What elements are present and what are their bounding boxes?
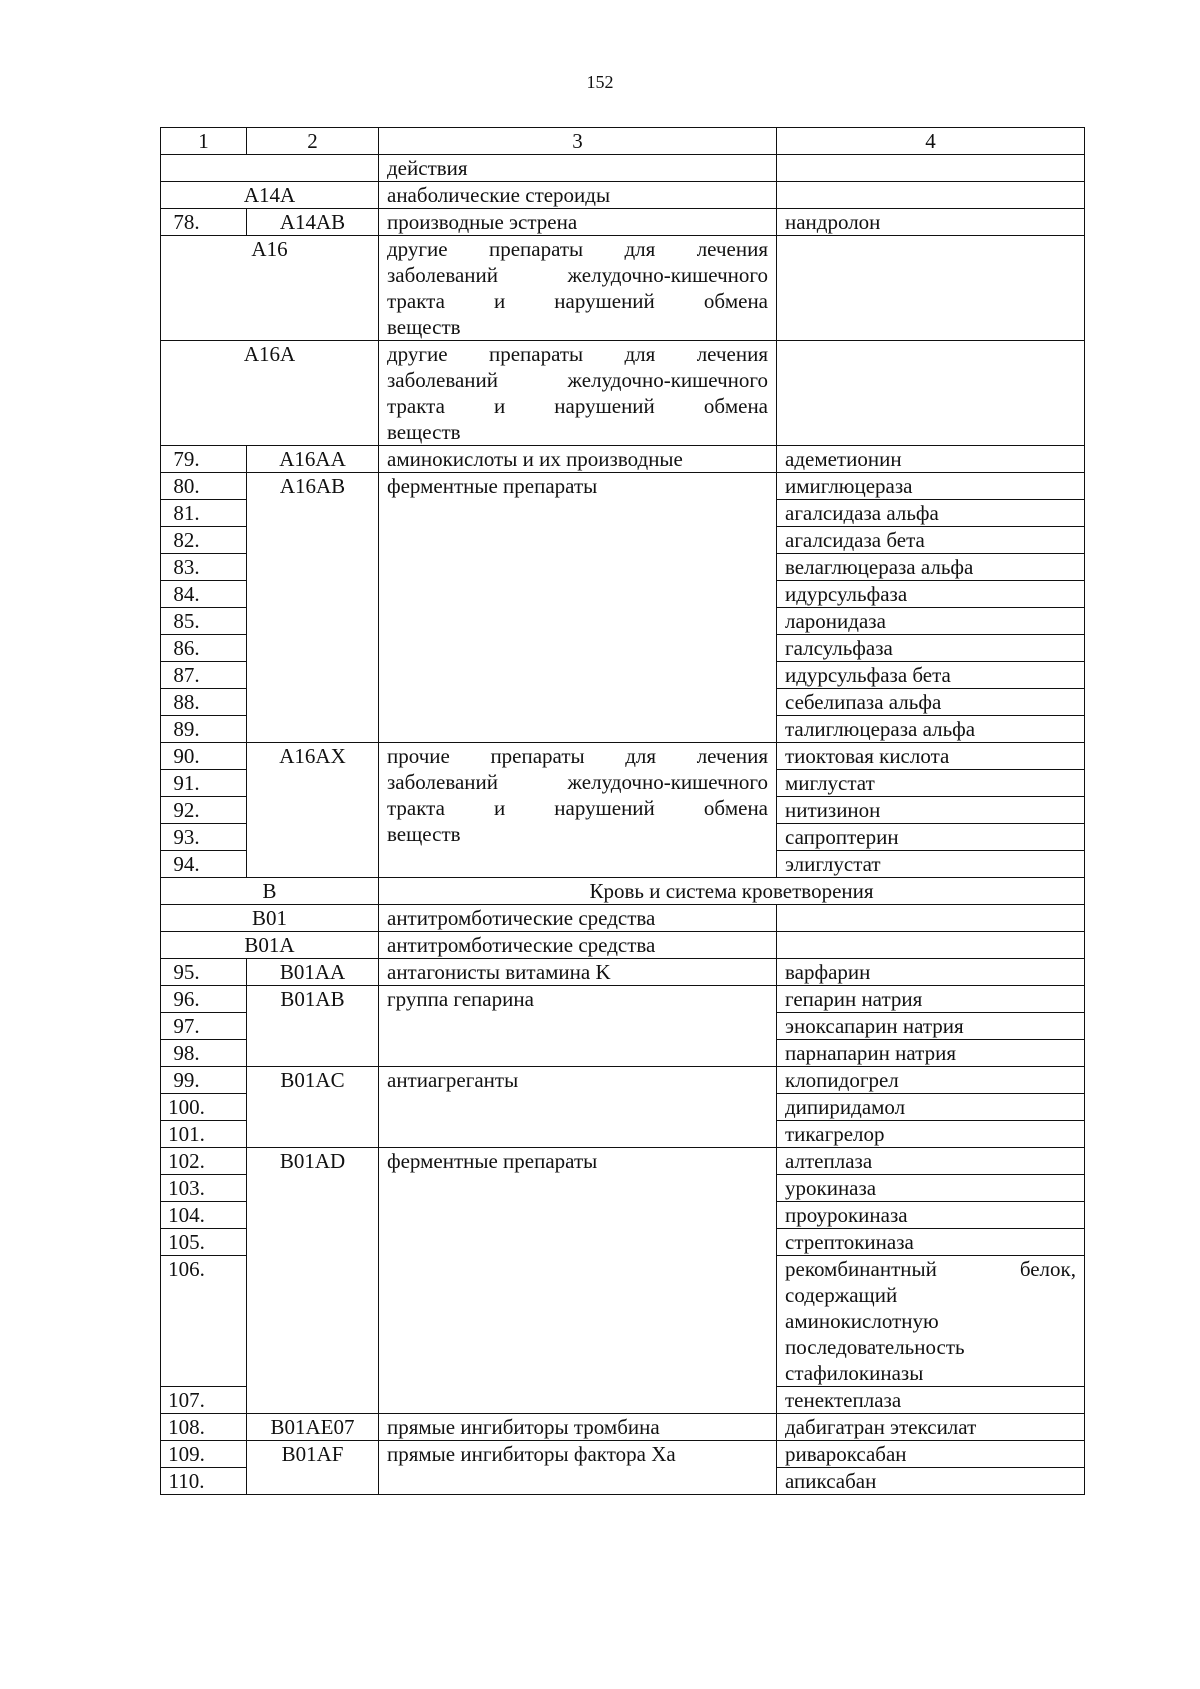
row-number: 90. bbox=[161, 743, 247, 770]
drug-cell: агалсидаза альфа bbox=[777, 500, 1085, 527]
row-number: 78. bbox=[161, 209, 247, 236]
group-cell bbox=[379, 341, 777, 446]
row-number: 95. bbox=[161, 959, 247, 986]
table-row bbox=[161, 932, 1085, 959]
drug-cell: талиглюцераза альфа bbox=[777, 716, 1085, 743]
row-number: 100. bbox=[161, 1094, 247, 1121]
drug-line: последовательность bbox=[785, 1335, 965, 1359]
header-col-2: 2 bbox=[247, 128, 379, 155]
table-row bbox=[161, 905, 1085, 932]
drug-cell: дипиридамол bbox=[777, 1094, 1085, 1121]
code-cell: B01AA bbox=[247, 959, 379, 986]
drug-cell: миглустат bbox=[777, 770, 1085, 797]
row-number: 81. bbox=[161, 500, 247, 527]
row-number: 88. bbox=[161, 689, 247, 716]
code-cell: A14AB bbox=[247, 209, 379, 236]
drug-cell: адеметионин bbox=[777, 446, 1085, 473]
group-cell: прямые ингибиторы фактора Xa bbox=[379, 1441, 777, 1495]
drug-line: аминокислотную bbox=[785, 1309, 939, 1333]
drug-cell: урокиназа bbox=[777, 1175, 1085, 1202]
group-line: заболеваний желудочно-кишечного bbox=[387, 770, 768, 794]
row-number: 83. bbox=[161, 554, 247, 581]
group-line: заболеваний желудочно-кишечного bbox=[387, 263, 768, 287]
row-number: 96. bbox=[161, 986, 247, 1013]
group-line: веществ bbox=[387, 315, 461, 339]
drug-cell: нитизинон bbox=[777, 797, 1085, 824]
row-number: 84. bbox=[161, 581, 247, 608]
row-number: 110. bbox=[161, 1468, 247, 1495]
group-line: другие препараты для лечения bbox=[387, 342, 768, 366]
group-line: веществ bbox=[387, 420, 461, 444]
group-cell: аминокислоты и их производные bbox=[379, 446, 777, 473]
drug-cell: ривароксабан bbox=[777, 1441, 1085, 1468]
section-title: Кровь и система кроветворения bbox=[379, 878, 1085, 905]
group-cell: антитромботические средства bbox=[379, 905, 777, 932]
drug-cell: тенектеплаза bbox=[777, 1387, 1085, 1414]
code-cell: B01A bbox=[161, 932, 379, 959]
group-cell bbox=[379, 743, 777, 878]
table-row bbox=[161, 1148, 1085, 1175]
row-number: 107. bbox=[161, 1387, 247, 1414]
row-number: 79. bbox=[161, 446, 247, 473]
group-cell: антагонисты витамина K bbox=[379, 959, 777, 986]
header-col-1: 1 bbox=[161, 128, 247, 155]
row-number: 99. bbox=[161, 1067, 247, 1094]
drug-cell: клопидогрел bbox=[777, 1067, 1085, 1094]
code-cell: A16AX bbox=[247, 743, 379, 878]
table-row bbox=[161, 1414, 1085, 1441]
drug-cell: тиоктовая кислота bbox=[777, 743, 1085, 770]
group-cell: антиагреганты bbox=[379, 1067, 777, 1148]
drug-cell: сапроптерин bbox=[777, 824, 1085, 851]
drug-cell bbox=[777, 236, 1085, 341]
row-number: 80. bbox=[161, 473, 247, 500]
group-cell: анаболические стероиды bbox=[379, 182, 777, 209]
table-row bbox=[161, 473, 1085, 500]
drug-cell: парнапарин натрия bbox=[777, 1040, 1085, 1067]
code-cell: B01AE07 bbox=[247, 1414, 379, 1441]
row-number: 108. bbox=[161, 1414, 247, 1441]
table-row bbox=[161, 236, 1085, 341]
drug-cell: эноксапарин натрия bbox=[777, 1013, 1085, 1040]
table-row bbox=[161, 446, 1085, 473]
row-number: 101. bbox=[161, 1121, 247, 1148]
drug-cell bbox=[777, 182, 1085, 209]
drug-cell: идурсульфаза бета bbox=[777, 662, 1085, 689]
code-cell: B01 bbox=[161, 905, 379, 932]
row-number: 82. bbox=[161, 527, 247, 554]
drug-cell: велаглюцераза альфа bbox=[777, 554, 1085, 581]
group-cell bbox=[379, 236, 777, 341]
drug-cell bbox=[777, 1256, 1085, 1387]
drug-cell: элиглустат bbox=[777, 851, 1085, 878]
drug-cell: идурсульфаза bbox=[777, 581, 1085, 608]
group-line: тракта и нарушений обмена bbox=[387, 289, 768, 313]
code-cell: A16A bbox=[161, 341, 379, 446]
row-number: 89. bbox=[161, 716, 247, 743]
drug-cell: апиксабан bbox=[777, 1468, 1085, 1495]
table-row bbox=[161, 341, 1085, 446]
row-number: 103. bbox=[161, 1175, 247, 1202]
row-number: 105. bbox=[161, 1229, 247, 1256]
table-row bbox=[161, 1067, 1085, 1094]
row-number: 98. bbox=[161, 1040, 247, 1067]
code-cell: B01AF bbox=[247, 1441, 379, 1495]
group-line: тракта и нарушений обмена bbox=[387, 394, 768, 418]
drug-cell bbox=[777, 341, 1085, 446]
group-cell: действия bbox=[379, 155, 777, 182]
group-cell: прямые ингибиторы тромбина bbox=[379, 1414, 777, 1441]
group-cell: группа гепарина bbox=[379, 986, 777, 1067]
drug-cell bbox=[777, 905, 1085, 932]
drug-cell: ларонидаза bbox=[777, 608, 1085, 635]
code-cell: A16AB bbox=[247, 473, 379, 743]
drug-line: содержащий bbox=[785, 1283, 898, 1307]
drug-line: стафилокиназы bbox=[785, 1361, 924, 1385]
table-row bbox=[161, 743, 1085, 770]
group-line: другие препараты для лечения bbox=[387, 237, 768, 261]
row-number: 93. bbox=[161, 824, 247, 851]
group-cell: антитромботические средства bbox=[379, 932, 777, 959]
drug-cell: тикагрелор bbox=[777, 1121, 1085, 1148]
code-cell: B01AC bbox=[247, 1067, 379, 1148]
drug-cell: имиглюцераза bbox=[777, 473, 1085, 500]
drug-cell: проурокиназа bbox=[777, 1202, 1085, 1229]
group-line: веществ bbox=[387, 822, 461, 846]
page-number: 152 bbox=[586, 72, 614, 92]
drug-cell: агалсидаза бета bbox=[777, 527, 1085, 554]
group-cell: производные эстрена bbox=[379, 209, 777, 236]
drug-line: рекомбинантный белок, bbox=[785, 1257, 1076, 1281]
drug-cell: нандролон bbox=[777, 209, 1085, 236]
row-number: 94. bbox=[161, 851, 247, 878]
code-cell: A16 bbox=[161, 236, 379, 341]
row-number: 97. bbox=[161, 1013, 247, 1040]
code-cell: A16AA bbox=[247, 446, 379, 473]
drug-cell: галсульфаза bbox=[777, 635, 1085, 662]
drug-cell: варфарин bbox=[777, 959, 1085, 986]
row-number: 92. bbox=[161, 797, 247, 824]
drug-cell: стрептокиназа bbox=[777, 1229, 1085, 1256]
table-row bbox=[161, 182, 1085, 209]
group-line: прочие препараты для лечения bbox=[387, 744, 768, 768]
section-code: B bbox=[161, 878, 379, 905]
table-row bbox=[161, 209, 1085, 236]
drug-cell: себелипаза альфа bbox=[777, 689, 1085, 716]
drug-cell bbox=[777, 932, 1085, 959]
row-number: 91. bbox=[161, 770, 247, 797]
header-col-4: 4 bbox=[777, 128, 1085, 155]
table-row bbox=[161, 155, 1085, 182]
code-cell bbox=[161, 155, 379, 182]
group-cell: ферментные препараты bbox=[379, 1148, 777, 1414]
row-number: 87. bbox=[161, 662, 247, 689]
section-row bbox=[161, 878, 1085, 905]
drug-cell: гепарин натрия bbox=[777, 986, 1085, 1013]
code-cell: A14A bbox=[161, 182, 379, 209]
code-cell: B01AB bbox=[247, 986, 379, 1067]
header-col-3: 3 bbox=[379, 128, 777, 155]
table-row bbox=[161, 986, 1085, 1013]
row-number: 106. bbox=[161, 1256, 247, 1387]
drug-table bbox=[160, 127, 1085, 1495]
row-number: 102. bbox=[161, 1148, 247, 1175]
drug-cell: дабигатран этексилат bbox=[777, 1414, 1085, 1441]
header-row bbox=[161, 128, 1085, 155]
drug-cell bbox=[777, 155, 1085, 182]
row-number: 85. bbox=[161, 608, 247, 635]
group-cell: ферментные препараты bbox=[379, 473, 777, 743]
table-row bbox=[161, 1441, 1085, 1468]
drug-cell: алтеплаза bbox=[777, 1148, 1085, 1175]
code-cell: B01AD bbox=[247, 1148, 379, 1414]
row-number: 109. bbox=[161, 1441, 247, 1468]
group-line: тракта и нарушений обмена bbox=[387, 796, 768, 820]
table-row bbox=[161, 959, 1085, 986]
group-line: заболеваний желудочно-кишечного bbox=[387, 368, 768, 392]
row-number: 86. bbox=[161, 635, 247, 662]
row-number: 104. bbox=[161, 1202, 247, 1229]
